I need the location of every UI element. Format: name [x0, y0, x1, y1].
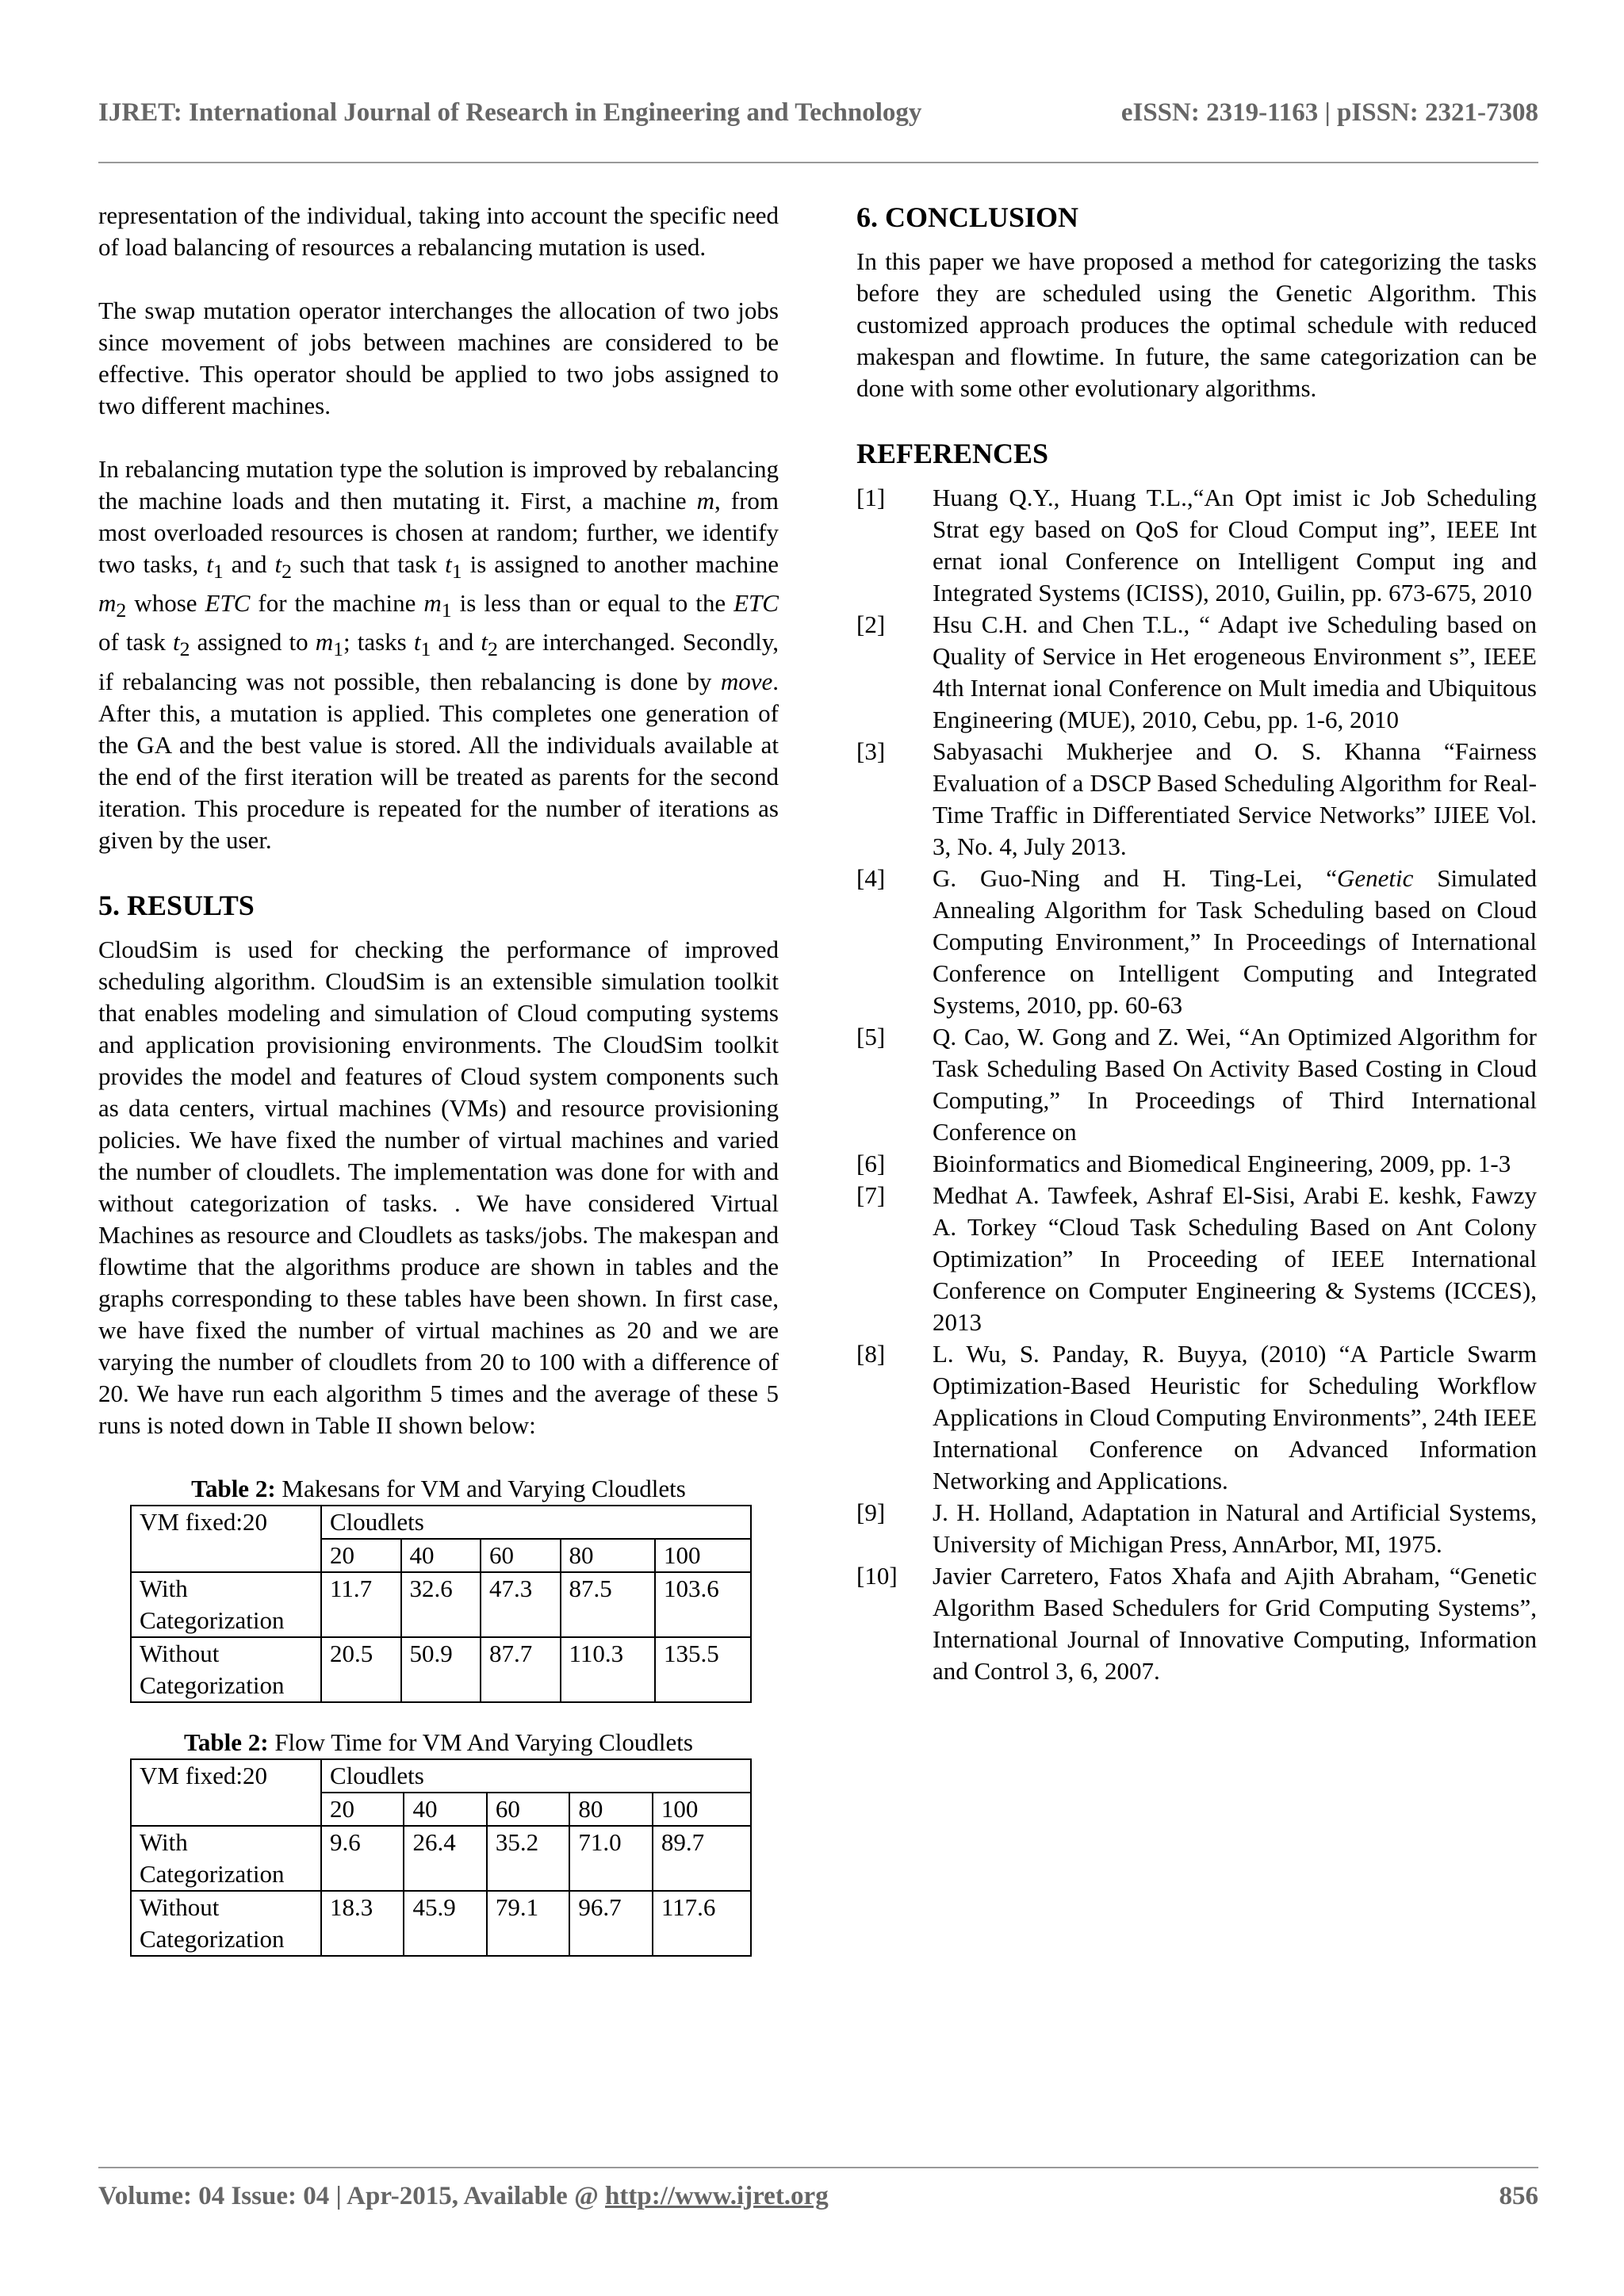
- table-group-header: Cloudlets: [321, 1759, 751, 1793]
- section-heading-results: 5. RESULTS: [98, 889, 255, 921]
- right-column: [856, 200, 1537, 1687]
- table-col-header: 80: [561, 1539, 655, 1572]
- section-heading-conclusion: 6. CONCLUSION: [856, 201, 1079, 233]
- header-divider: [98, 162, 1538, 163]
- reference-number: [8]: [856, 1340, 886, 1368]
- reference-number: [4]: [856, 864, 886, 892]
- table-cell: 71.0: [569, 1826, 652, 1891]
- reference-item: [856, 1021, 1537, 1148]
- paragraph-rebalancing: In rebalancing mutation type the solution is improved by rebalancing the machine loads and then mutating it. First, a machine m, from most overloaded resources is chosen at random; further, we identify two tasks, $t_1$ and $t_2$ such that task $t_1$ is assigned to another machine $m_2$ whose ETC for the machine $m_1$ is less than or equal to the ETC of task $t_2$ assigned to $m_1$; tasks $t_1$ and $t_2$ are interchanged. Secondly, if rebalancing was not possible, then rebalancing is done by move. After this, a mutation is applied. This completes one generation of the GA and the best value is stored. All the individuals available at the end of the first iteration will be treated as parents for the second iteration. This procedure is repeated for the number of iterations as given by the user.: [98, 455, 779, 854]
- table-row: [131, 1891, 751, 1956]
- table-corner-cell: VM fixed:20: [131, 1506, 321, 1572]
- table-cell: 18.3: [321, 1891, 404, 1956]
- reference-text: Sabyasachi Mukherjee and O. S. Khanna “Fairness Evaluation of a DSCP Based Scheduling Algorithm for Real-Time Traffic in Differentiated Service Networks” IJIEE Vol. 3, No. 4, July 2013.: [933, 737, 1537, 860]
- table-cell: 9.6: [321, 1826, 404, 1891]
- flowtime-table: [130, 1758, 752, 1957]
- table-row: [131, 1572, 751, 1637]
- table-caption: Table 2: Flow Time for VM And Varying Cloudlets: [184, 1728, 693, 1756]
- reference-text: Huang Q.Y., Huang T.L.,“An Opt imist ic Job Scheduling Strat egy based on QoS for Cloud Comput ing”, IEEE Int ernat ional Conference on Intelligent Comput ing and Integrated Systems (ICISS), 2010, Guilin, pp. 673-675, 2010: [933, 484, 1537, 607]
- paragraph-conclusion: In this paper we have proposed a method for categorizing the tasks before they are scheduled using the Genetic Algorithm. This customized approach produces the optimal schedule with reduced makespan and flowtime. In future, the same categorization can be done with some other evolutionary algorithms.: [856, 247, 1537, 402]
- footer-divider: [98, 2167, 1538, 2168]
- reference-list: [856, 482, 1537, 1687]
- table-col-header: 40: [404, 1793, 486, 1826]
- page-header: [98, 98, 1538, 128]
- reference-number: [6]: [856, 1150, 886, 1177]
- table-cell: 89.7: [653, 1826, 751, 1891]
- journal-link[interactable]: http://www.ijret.org: [605, 2182, 829, 2210]
- table-cell: 20.5: [321, 1637, 401, 1702]
- reference-text: G. Guo-Ning and H. Ting-Lei, “Genetic Simulated Annealing Algorithm for Task Scheduling based on Cloud Computing Environment,” In Proceedings of International Conference on Intelligent Computing and Integrated Systems, 2010, pp. 60-63: [933, 864, 1537, 1019]
- reference-number: [7]: [856, 1181, 886, 1209]
- table-col-header: 100: [655, 1539, 751, 1572]
- table-col-header: 60: [481, 1539, 561, 1572]
- reference-text: Hsu C.H. and Chen T.L., “ Adapt ive Scheduling based on Quality of Service in Het erogeneous Environment s”, IEEE 4th Internat ional Conference on Mult imedia and Ubiquitous Engineering (MUE), 2010, Cebu, pp. 1-6, 2010: [933, 610, 1537, 733]
- page-footer: [98, 2182, 1538, 2211]
- makespan-table: [130, 1505, 752, 1703]
- reference-text: Bioinformatics and Biomedical Engineering, 2009, pp. 1-3: [933, 1150, 1511, 1177]
- reference-item: [856, 736, 1537, 863]
- table-cell: 26.4: [404, 1826, 486, 1891]
- reference-text: J. H. Holland, Adaptation in Natural and Artificial Systems, University of Michigan Press, AnnArbor, MI, 1975.: [933, 1498, 1537, 1558]
- table-col-header: 100: [653, 1793, 751, 1826]
- table-cell: 103.6: [655, 1572, 751, 1637]
- paragraph-results: CloudSim is used for checking the performance of improved scheduling algorithm. CloudSim is an extensible simulation toolkit that enables modeling and simulation of Cloud computing systems and application provisioning environments. The CloudSim toolkit provides the model and features of Cloud system components such as data centers, virtual machines (VMs) and resource provisioning policies. We have fixed the number of virtual machines and varied the number of cloudlets. The implementation was done for with and without categorization of tasks. . We have considered Virtual Machines as resource and Cloudlets as tasks/jobs. The makespan and flowtime that the algorithms produce are shown in tables and the graphs corresponding to these tables have been shown. In first case, we have fixed the number of virtual machines as 20 and we are varying the number of cloudlets from 20 to 100 with a difference of 20. We have run each algorithm 5 times and the average of these 5 runs is noted down in Table II shown below:: [98, 935, 779, 1439]
- row-label: With Categorization: [131, 1826, 321, 1891]
- table-cell: 32.6: [401, 1572, 481, 1637]
- table-col-header: 80: [569, 1793, 652, 1826]
- table-cell: 45.9: [404, 1891, 486, 1956]
- flowtime-table-block: [98, 1727, 779, 1957]
- issn-label: eISSN: 2319-1163 | pISSN: 2321-7308: [1120, 98, 1538, 127]
- reference-number: [2]: [856, 610, 886, 638]
- reference-number: [1]: [856, 484, 886, 511]
- table-col-header: 20: [321, 1793, 404, 1826]
- reference-item: [856, 1148, 1537, 1180]
- reference-item: [856, 1180, 1537, 1338]
- table-col-header: 60: [487, 1793, 569, 1826]
- table-cell: 79.1: [487, 1891, 569, 1956]
- table-row: [131, 1826, 751, 1891]
- makespan-table-block: [98, 1473, 779, 1703]
- table-cell: 35.2: [487, 1826, 569, 1891]
- reference-text: Javier Carretero, Fatos Xhafa and Ajith Abraham, “Genetic Algorithm Based Schedulers for Grid Computing Systems”, International Journal of Innovative Computing, Information and Control 3, 6, 2007.: [933, 1562, 1537, 1685]
- reference-item: [856, 482, 1537, 609]
- reference-text: Medhat A. Tawfeek, Ashraf El-Sisi, Arabi E. keshk, Fawzy A. Torkey “Cloud Task Scheduling Based on Ant Colony Optimization” In Proceeding of IEEE International Conference on Computer Engineering & Systems (ICCES), 2013: [933, 1181, 1537, 1336]
- left-column: [98, 200, 779, 1980]
- paragraph: The swap mutation operator interchanges the allocation of two jobs since movement of jobs between machines are considered to be effective. This operator should be applied to two jobs assigned to two different machines.: [98, 297, 779, 419]
- table-cell: 117.6: [653, 1891, 751, 1956]
- reference-number: [10]: [856, 1562, 898, 1590]
- reference-number: [9]: [856, 1498, 886, 1526]
- reference-item: [856, 1560, 1537, 1687]
- reference-text: L. Wu, S. Panday, R. Buyya, (2010) “A Particle Swarm Optimization-Based Heuristic for Scheduling Workflow Applications in Cloud Computing Environments”, 24th IEEE International Conference on Advanced Information Networking and Applications.: [933, 1340, 1538, 1494]
- reference-item: [856, 1338, 1537, 1497]
- reference-item: [856, 863, 1537, 1021]
- reference-text: Q. Cao, W. Gong and Z. Wei, “An Optimized Algorithm for Task Scheduling Based On Activity Based Costing in Cloud Computing,” In Proceedings of Third International Conference on: [933, 1023, 1537, 1146]
- paragraph: representation of the individual, taking into account the specific need of load balancing of resources a rebalancing mutation is used.: [98, 201, 779, 261]
- reference-number: [5]: [856, 1023, 886, 1050]
- table-cell: 87.7: [481, 1637, 561, 1702]
- table-cell: 11.7: [321, 1572, 401, 1637]
- table-col-header: 40: [401, 1539, 481, 1572]
- footer-volume: Volume: 04 Issue: 04 | Apr-2015, Available @ http://www.ijret.org: [98, 2182, 829, 2210]
- table-group-header: Cloudlets: [321, 1506, 751, 1539]
- row-label: With Categorization: [131, 1572, 321, 1637]
- table-cell: 50.9: [401, 1637, 481, 1702]
- table-col-header: 20: [321, 1539, 401, 1572]
- row-label: Without Categorization: [131, 1637, 321, 1702]
- page-number: 856: [1499, 2182, 1538, 2210]
- table-cell: 96.7: [569, 1891, 652, 1956]
- reference-number: [3]: [856, 737, 886, 765]
- journal-title: IJRET: International Journal of Research in Engineering and Technology: [98, 98, 922, 127]
- table-cell: 110.3: [561, 1637, 655, 1702]
- table-caption: Table 2: Makesans for VM and Varying Cloudlets: [191, 1474, 686, 1502]
- section-heading-references: REFERENCES: [856, 438, 1049, 469]
- table-cell: 87.5: [561, 1572, 655, 1637]
- table-corner-cell: VM fixed:20: [131, 1759, 321, 1826]
- table-cell: 135.5: [655, 1637, 751, 1702]
- reference-item: [856, 609, 1537, 736]
- table-cell: 47.3: [481, 1572, 561, 1637]
- row-label: Without Categorization: [131, 1891, 321, 1956]
- table-row: [131, 1637, 751, 1702]
- reference-item: [856, 1497, 1537, 1560]
